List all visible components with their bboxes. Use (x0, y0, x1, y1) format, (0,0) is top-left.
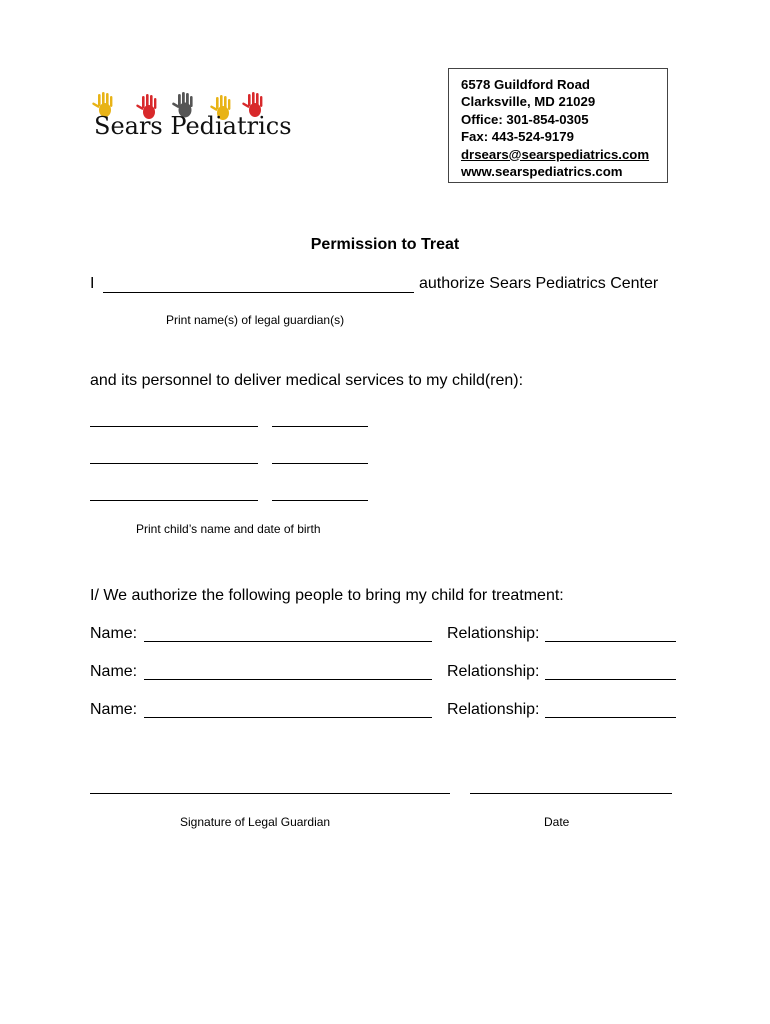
name-label-1: Name: (90, 625, 138, 642)
relationship-field-2[interactable] (545, 679, 676, 680)
relationship-field-1[interactable] (545, 641, 676, 642)
authorized-name-field-2[interactable] (144, 679, 432, 680)
guardian-prefix: I (90, 275, 95, 292)
relationship-label-3: Relationship: (447, 701, 540, 718)
fax-number: Fax: 443-524-9179 (461, 129, 574, 145)
signature-caption: Signature of Legal Guardian (180, 815, 331, 829)
form-title: Permission to Treat (310, 236, 460, 253)
date-caption: Date (544, 815, 570, 829)
authorize-text: I/ We authorize the following people to bring my child for treatment: (90, 587, 564, 604)
child-caption: Print child’s name and date of birth (136, 522, 321, 536)
child-name-field-1[interactable] (90, 426, 258, 427)
name-label-3: Name: (90, 701, 138, 718)
authorized-name-field-1[interactable] (144, 641, 432, 642)
office-phone: Office: 301-854-0305 (461, 111, 589, 127)
authorized-name-field-3[interactable] (144, 717, 432, 718)
guardian-caption: Print name(s) of legal guardian(s) (166, 313, 345, 327)
child-dob-field-1[interactable] (272, 426, 368, 427)
logo-wordmark: Sears Pediatrics (94, 112, 292, 140)
email-link[interactable]: drsears@searspediatrics.com (461, 146, 650, 162)
signature-field[interactable] (90, 793, 450, 794)
child-dob-field-2[interactable] (272, 463, 368, 464)
website: www.searspediatrics.com (461, 164, 623, 180)
services-text: and its personnel to deliver medical services to my child(ren): (90, 372, 524, 389)
address-box (448, 68, 668, 183)
child-name-field-2[interactable] (90, 463, 258, 464)
relationship-label-2: Relationship: (447, 663, 540, 680)
address-street: 6578 Guildford Road (461, 77, 590, 92)
name-label-2: Name: (90, 663, 138, 680)
relationship-label-1: Relationship: (447, 625, 540, 642)
guardian-name-field[interactable] (103, 292, 414, 293)
relationship-field-3[interactable] (545, 717, 676, 718)
date-field[interactable] (470, 793, 672, 794)
guardian-suffix: authorize Sears Pediatrics Center (419, 275, 659, 292)
address-city: Clarksville, MD 21029 (461, 94, 596, 110)
child-dob-field-3[interactable] (272, 500, 368, 501)
child-name-field-3[interactable] (90, 500, 258, 501)
